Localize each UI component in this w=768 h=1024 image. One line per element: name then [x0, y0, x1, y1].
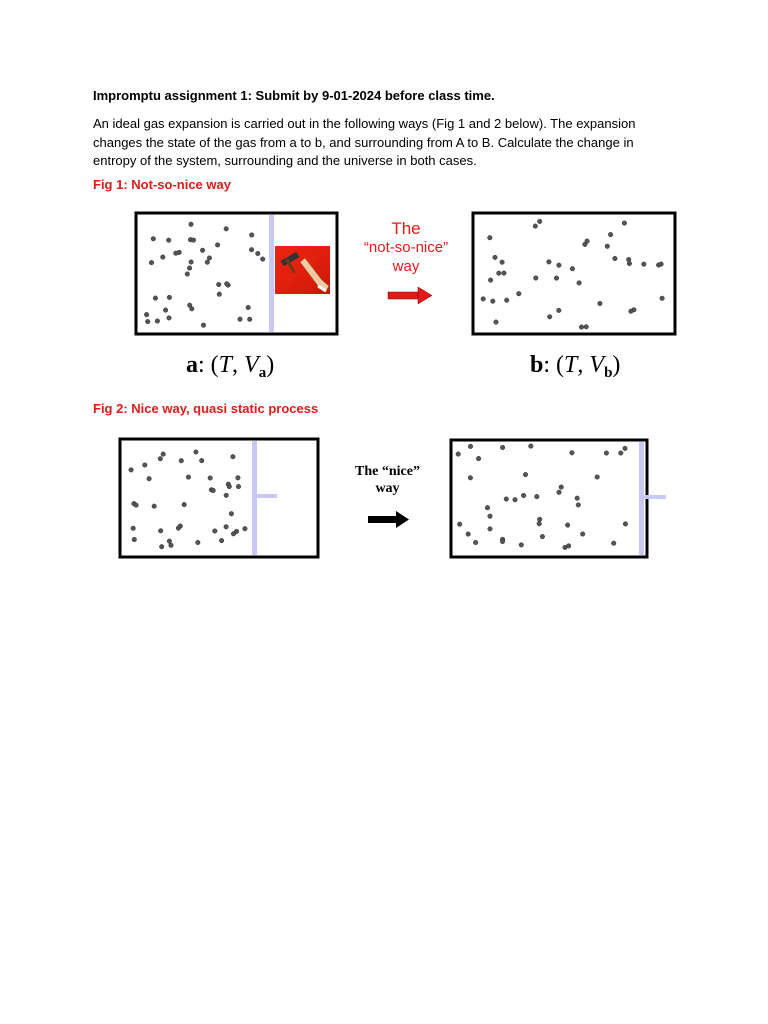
gas-molecule [255, 251, 260, 256]
gas-molecule [619, 451, 624, 456]
gas-molecule [557, 308, 562, 313]
gas-molecule [219, 538, 224, 543]
fig2-container-b [451, 440, 666, 557]
gas-molecule [468, 444, 473, 449]
gas-molecule [488, 278, 493, 283]
gas-molecule [151, 237, 156, 242]
gas-molecule [186, 475, 191, 480]
gas-molecule [608, 232, 613, 237]
gas-molecule [519, 543, 524, 548]
gas-molecule [182, 502, 187, 507]
gas-molecule [584, 325, 589, 330]
piston-wall [252, 441, 257, 555]
gas-molecule [622, 221, 627, 226]
gas-molecule [208, 476, 213, 481]
gas-molecule [207, 256, 212, 261]
fig1-container-a [136, 213, 337, 334]
gas-molecule [246, 305, 251, 310]
gas-molecule [174, 251, 179, 256]
state-a-sub: a [258, 365, 267, 381]
fig1-caption-line2: “not-so-nice” [363, 239, 449, 256]
gas-molecule [155, 319, 160, 324]
gas-molecule [575, 496, 580, 501]
state-b-letter: b [530, 352, 544, 378]
gas-molecule [485, 505, 490, 510]
gas-molecule [167, 316, 172, 321]
assignment-description: An ideal gas expansion is carried out in the following ways (Fig 1 and 2 below). The expansion changes the state of the gas from a to b, and surrounding from A to B. Calculate the change in entropy of the system, surrounding and the universe in both cases. [93, 116, 636, 168]
hammer-hand-icon [275, 246, 330, 294]
piston-rod [257, 494, 277, 498]
gas-molecule [500, 539, 505, 544]
gas-molecule [468, 476, 473, 481]
fig1-caption-line1: The [391, 219, 421, 238]
gas-molecule [224, 282, 229, 287]
gas-molecule [161, 452, 166, 457]
gas-molecule [224, 493, 229, 498]
gas-molecule [497, 271, 502, 276]
gas-molecule [577, 281, 582, 286]
state-b-sep: , [577, 352, 590, 378]
gas-molecule [205, 260, 210, 265]
fig1-caption [356, 219, 456, 276]
gas-molecule [236, 484, 241, 489]
gas-molecule [533, 224, 538, 229]
gas-molecule [611, 541, 616, 546]
gas-molecule [196, 540, 201, 545]
gas-molecule [215, 243, 220, 248]
gas-molecule [642, 262, 647, 267]
gas-molecule [167, 539, 172, 544]
gas-molecule [179, 458, 184, 463]
gas-molecule [247, 317, 252, 322]
gas-molecule [457, 522, 462, 527]
gas-molecule [570, 451, 575, 456]
gas-molecule [189, 222, 194, 227]
gas-molecule [488, 527, 493, 532]
gas-molecule [626, 257, 631, 262]
state-b-sub: b [604, 365, 613, 381]
piston-wall [639, 442, 644, 555]
gas-molecule [249, 233, 254, 238]
gas-molecule [613, 256, 618, 261]
gas-molecule [231, 454, 236, 459]
gas-molecule [456, 452, 461, 457]
fig2-caption-line1: The “nice” [355, 464, 420, 479]
gas-molecule [494, 320, 499, 325]
state-a-close: ) [266, 352, 275, 378]
gas-molecule [488, 235, 493, 240]
gas-molecule [576, 503, 581, 508]
fig1-caption-line3: way [392, 258, 420, 275]
fig2-caption [340, 463, 435, 497]
gas-molecule [660, 296, 665, 301]
gas-molecule [213, 529, 218, 534]
gas-molecule [579, 325, 584, 330]
gas-molecule [580, 532, 585, 537]
gas-molecule [147, 476, 152, 481]
gas-molecule [623, 446, 628, 451]
gas-molecule [523, 472, 528, 477]
state-b-close: ) [612, 352, 621, 378]
gas-molecule [194, 450, 199, 455]
gas-molecule [158, 456, 163, 461]
gas-molecule [131, 526, 136, 531]
gas-molecule [476, 456, 481, 461]
state-a-label [186, 352, 274, 382]
gas-molecule [565, 523, 570, 528]
gas-molecule [513, 497, 518, 502]
state-a-open: : ( [198, 352, 219, 378]
gas-molecule [190, 307, 195, 312]
gas-molecule [547, 260, 552, 265]
state-b-T: T [564, 352, 578, 378]
gas-molecule [521, 493, 526, 498]
gas-molecule [504, 497, 509, 502]
gas-molecule [132, 537, 137, 542]
gas-molecule [145, 319, 150, 324]
gas-molecule [159, 544, 164, 549]
gas-molecule [260, 257, 265, 262]
gas-molecule [604, 451, 609, 456]
gas-molecule [176, 526, 181, 531]
state-a-sep: , [232, 352, 245, 378]
piston-rod [644, 495, 666, 499]
gas-molecule [129, 468, 134, 473]
state-b-open: : ( [543, 352, 565, 378]
gas-molecule [238, 317, 243, 322]
gas-molecule [659, 262, 664, 267]
gas-molecule [158, 529, 163, 534]
gas-molecule [187, 266, 192, 271]
gas-molecule [169, 543, 174, 548]
gas-molecule [200, 248, 205, 253]
gas-molecule [557, 490, 562, 495]
gas-molecule [201, 323, 206, 328]
gas-molecule [517, 291, 522, 296]
piston-wall [269, 215, 274, 332]
gas-molecule [534, 276, 539, 281]
assignment-title: Impromptu assignment 1: Submit by 9-01-2024 before class time. [93, 88, 495, 103]
gas-molecule [224, 525, 229, 530]
gas-molecule [557, 263, 562, 268]
gas-molecule [585, 239, 590, 244]
gas-molecule [152, 504, 157, 509]
gas-molecule [199, 458, 204, 463]
fig2-caption-line2: way [375, 481, 400, 496]
state-a-letter: a [186, 352, 198, 378]
gas-molecule [504, 298, 509, 303]
gas-molecule [243, 526, 248, 531]
gas-molecule [629, 309, 634, 314]
gas-molecule [249, 247, 254, 252]
fig2-arrow [368, 511, 409, 528]
gas-molecule [185, 272, 190, 277]
state-a-T: T [218, 352, 233, 378]
gas-molecule [493, 255, 498, 260]
fig1-arrow [388, 287, 432, 304]
gas-molecule [595, 475, 600, 480]
gas-molecule [623, 522, 628, 527]
gas-molecule [236, 476, 241, 481]
gas-molecule [537, 521, 542, 526]
gas-molecule [540, 534, 545, 539]
gas-molecule [500, 445, 505, 450]
gas-molecule [605, 244, 610, 249]
gas-molecule [161, 255, 166, 260]
gas-molecule [491, 299, 496, 304]
gas-molecule [191, 238, 196, 243]
gas-molecule [570, 266, 575, 271]
gas-molecule [216, 282, 221, 287]
gas-molecule [227, 484, 232, 489]
gas-molecule [502, 271, 507, 276]
gas-molecule [224, 227, 229, 232]
gas-molecule [598, 301, 603, 306]
gas-molecule [537, 517, 542, 522]
gas-molecule [134, 503, 139, 508]
gas-molecule [166, 238, 171, 243]
gas-molecule [217, 292, 222, 297]
gas-molecule [554, 276, 559, 281]
gas-molecule [466, 532, 471, 537]
state-b-label [530, 352, 620, 382]
gas-molecule [144, 312, 149, 317]
gas-molecule [566, 544, 571, 549]
fig1-label: Fig 1: Not-so-nice way [93, 177, 231, 192]
state-a-V: V [244, 352, 259, 378]
gas-molecule [473, 540, 478, 545]
gas-molecule [153, 296, 158, 301]
gas-molecule [211, 488, 216, 493]
gas-molecule [229, 511, 234, 516]
state-b-V: V [589, 352, 605, 378]
gas-molecule [143, 463, 148, 468]
gas-molecule [481, 297, 486, 302]
gas-molecule [535, 494, 540, 499]
gas-molecule [167, 295, 172, 300]
gas-molecule [529, 444, 534, 449]
fig2-label: Fig 2: Nice way, quasi static process [93, 401, 319, 416]
gas-molecule [231, 532, 236, 537]
gas-molecule [163, 308, 168, 313]
fig2-container-a [120, 439, 318, 557]
gas-molecule [149, 260, 154, 265]
gas-molecule [189, 260, 194, 265]
gas-molecule [488, 514, 493, 519]
fig1-container-b [473, 213, 675, 334]
gas-molecule [537, 219, 542, 224]
gas-molecule [559, 485, 564, 490]
gas-molecule [547, 315, 552, 320]
gas-molecule [500, 260, 505, 265]
